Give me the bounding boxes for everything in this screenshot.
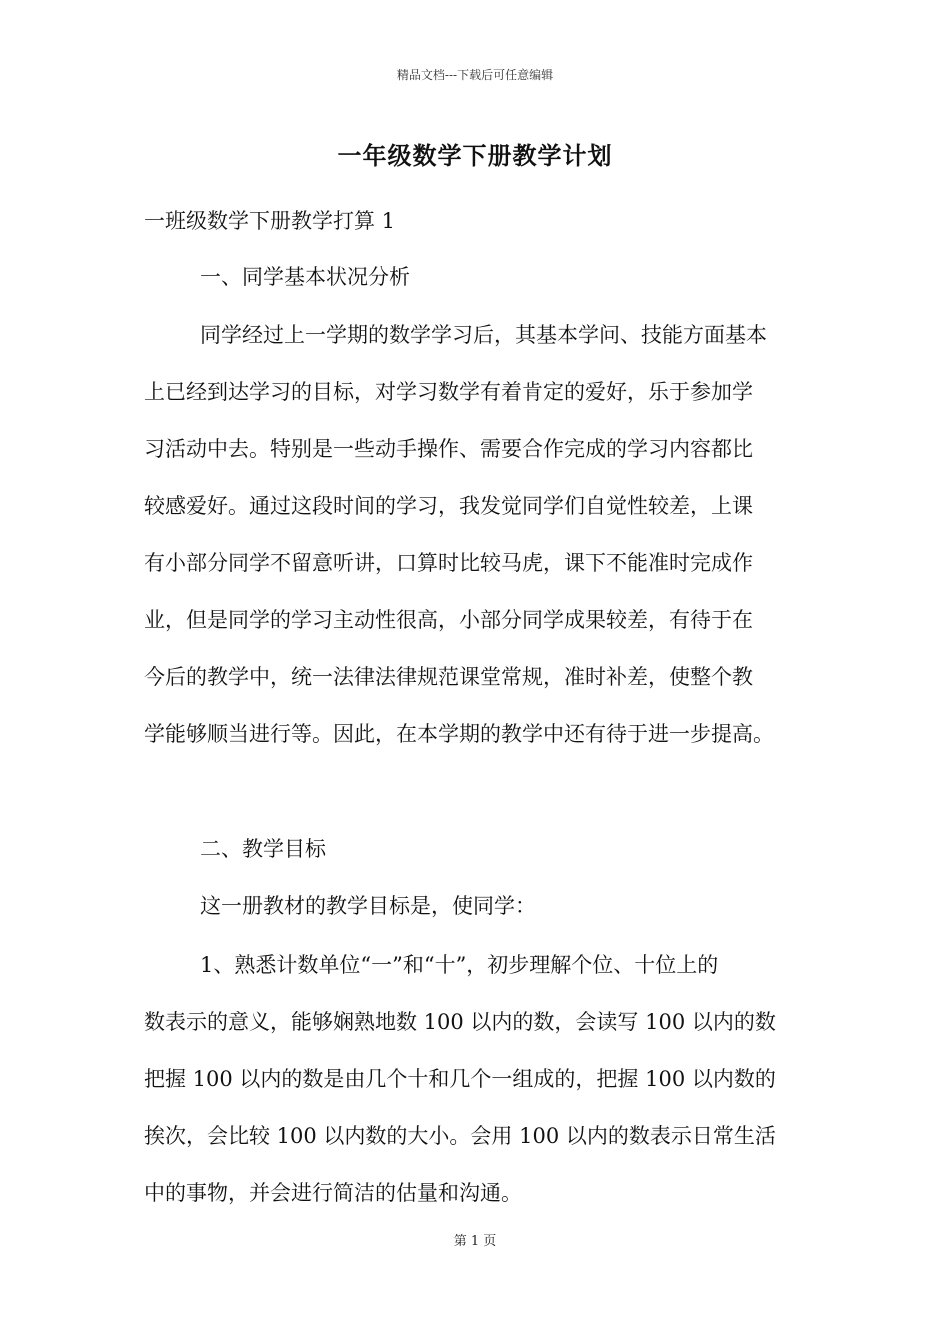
document-title: 一年级数学下册教学计划 [337,141,613,170]
paragraph-line: 学能够顺当进行等。因此，在本学期的教学中还有待于进一步提高。 [144,722,774,746]
page-number: 第 1 页 [453,1234,497,1249]
paragraph-line: 较感爱好。通过这段时间的学习，我发觉同学们自觉性较差，上课 [144,494,753,518]
paragraph-line: 这一册教材的教学目标是，使同学： [200,894,536,918]
doc-line-subtitle: 一班级数学下册教学打算 1 [144,209,396,233]
list-item-line: 把握 100 以内的数是由几个十和几个一组成的，把握 100 以内数的 [144,1067,776,1091]
header-note: 精品文档---下载后可任意编辑 [396,68,554,82]
list-item-line: 1、熟悉计数单位“一”和“十”，初步理解个位、十位上的 [200,953,719,977]
section-heading-teaching-goals: 二、教学目标 [200,837,326,861]
paragraph-line: 有小部分同学不留意听讲，口算时比较马虎，课下不能准时完成作 [144,551,753,575]
list-item-line: 中的事物，并会进行简洁的估量和沟通。 [144,1181,522,1205]
list-item-line: 数表示的意义，能够娴熟地数 100 以内的数，会读写 100 以内的数 [144,1010,776,1034]
paragraph-line: 习活动中去。特别是一些动手操作、需要合作完成的学习内容都比 [144,437,753,461]
paragraph-line: 同学经过上一学期的数学学习后，其基本学问、技能方面基本 [200,323,767,347]
paragraph-line: 今后的教学中，统一法律法律规范课堂常规，准时补差，使整个教 [144,665,753,689]
list-item-line: 挨次，会比较 100 以内数的大小。会用 100 以内的数表示日常生活 [144,1124,776,1148]
paragraph-line: 业，但是同学的学习主动性很高，小部分同学成果较差，有待于在 [144,608,753,632]
paragraph-line: 上已经到达学习的目标，对学习数学有着肯定的爱好，乐于参加学 [144,380,753,404]
section-heading-student-analysis: 一、同学基本状况分析 [200,265,410,289]
